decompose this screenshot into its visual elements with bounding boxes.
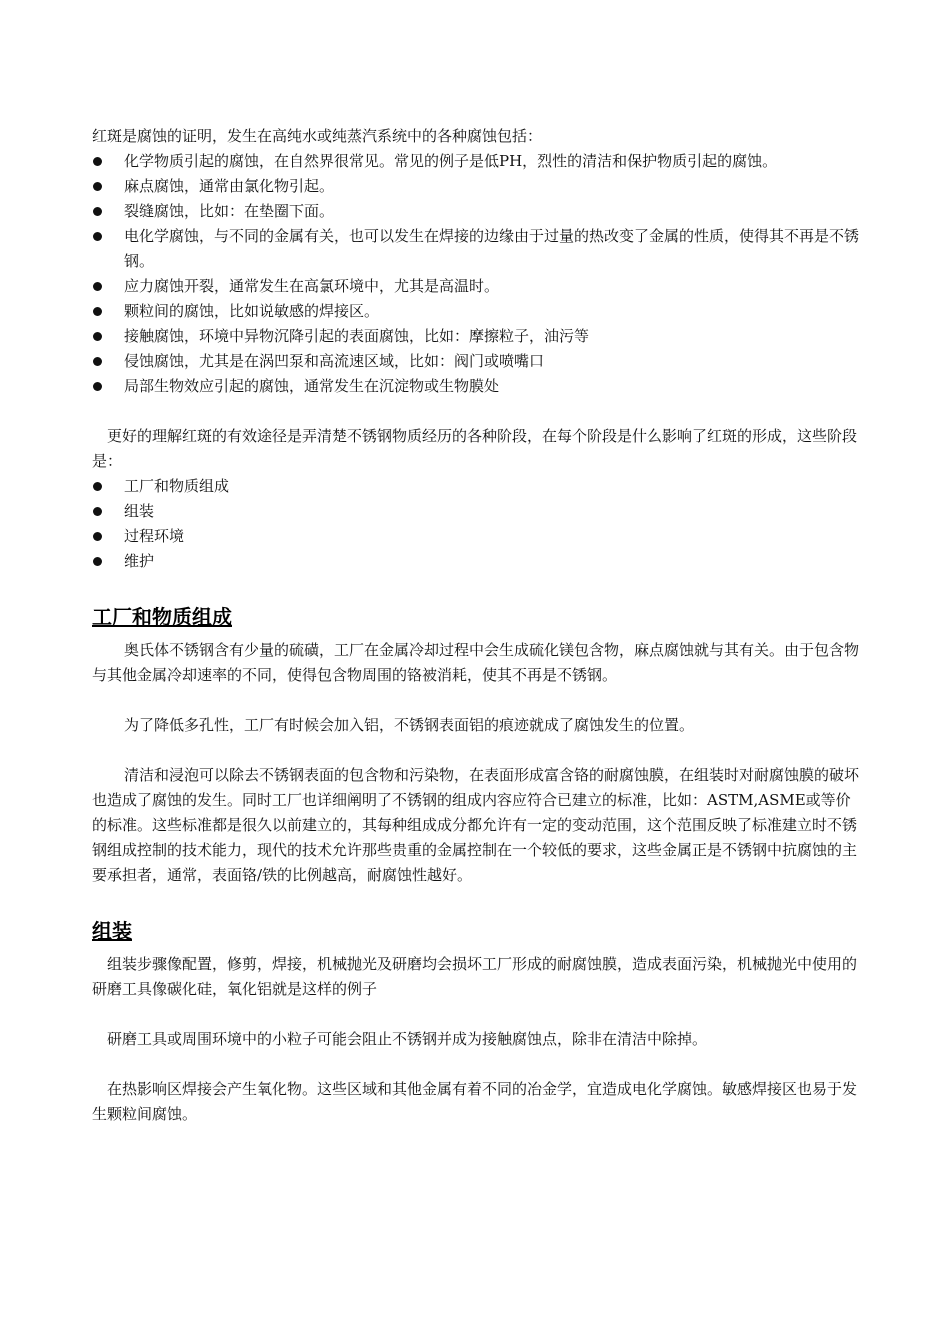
intro-text: 红斑是腐蚀的证明，发生在高纯水或纯蒸汽系统中的各种腐蚀包括： <box>92 127 543 145</box>
list-item: 麻点腐蚀，通常由氯化物引起。 <box>92 174 862 199</box>
paragraph: 奥氏体不锈钢含有少量的硫磺，工厂在金属冷却过程中会生成硫化镁包含物，麻点腐蚀就与其有关。由于包含物与其他金属冷却速率的不同，使得包含物周围的铬被消耗，使其不再是不锈钢。 <box>92 641 860 684</box>
bullet-icon <box>93 332 102 341</box>
bullet-icon <box>93 232 102 241</box>
paragraph: 在热影响区焊接会产生氧化物。这些区域和其他金属有着不同的冶金学，宜造成电化学腐蚀。敏感焊接区也易于发生颗粒间腐蚀。 <box>92 1080 858 1123</box>
document-page <box>92 124 862 1127</box>
section-heading-factory: 工厂和物质组成 <box>92 605 232 629</box>
bullet-icon <box>93 382 102 391</box>
bullet-icon <box>93 357 102 366</box>
paragraph: 清洁和浸泡可以除去不锈钢表面的包含物和污染物，在表面形成富含铬的耐腐蚀膜，在组装时对耐腐蚀膜的破坏也造成了腐蚀的发生。同时工厂也详细阐明了不锈钢的组成内容应符合已建立的标准，比如：ASTM,ASME或等价的标准。这些标准都是很久以前建立的，其每种组成成分都允许有一定的变动范围，这个范围反映了标准建立时不锈钢组成控制的技术能力，现代的技术允许那些贵重的金属控制在一个较低的要求，这些金属正是不锈钢中抗腐蚀的主要承担者，通常，表面铬/铁的比例越高，耐腐蚀性越好。 <box>92 766 860 884</box>
list-item: 过程环境 <box>92 524 862 549</box>
bullet-icon <box>93 307 102 316</box>
bullet-icon <box>93 557 102 566</box>
paragraph: 组装步骤像配置，修剪，焊接，机械抛光及研磨均会损坏工厂形成的耐腐蚀膜，造成表面污染，机械抛光中使用的研磨工具像碳化硅，氧化铝就是这样的例子 <box>92 955 858 998</box>
stages-list <box>92 474 862 574</box>
bullet-icon <box>93 157 102 166</box>
bullet-icon <box>93 532 102 541</box>
stages-intro: 更好的理解红斑的有效途径是弄清楚不锈钢物质经历的各种阶段，在每个阶段是什么影响了红斑的形成，这些阶段是： <box>92 427 858 470</box>
list-item: 侵蚀腐蚀，尤其是在涡凹泵和高流速区域，比如：阀门或喷嘴口 <box>92 349 862 374</box>
list-item: 维护 <box>92 549 862 574</box>
bullet-icon <box>93 207 102 216</box>
corrosion-types-list <box>92 149 862 399</box>
list-item: 裂缝腐蚀，比如：在垫圈下面。 <box>92 199 862 224</box>
bullet-icon <box>93 482 102 491</box>
list-item: 电化学腐蚀，与不同的金属有关，也可以发生在焊接的边缘由于过量的热改变了金属的性质，使得其不再是不锈钢。 <box>92 224 862 274</box>
bullet-icon <box>93 507 102 516</box>
paragraph: 研磨工具或周围环境中的小粒子可能会阻止不锈钢并成为接触腐蚀点，除非在清洁中除掉。 <box>107 1030 708 1048</box>
bullet-icon <box>93 182 102 191</box>
list-item: 局部生物效应引起的腐蚀，通常发生在沉淀物或生物膜处 <box>92 374 862 399</box>
list-item: 工厂和物质组成 <box>92 474 862 499</box>
list-item: 颗粒间的腐蚀，比如说敏感的焊接区。 <box>92 299 862 324</box>
list-item: 化学物质引起的腐蚀，在自然界很常见。常见的例子是低PH，烈性的清洁和保护物质引起的腐蚀。 <box>92 149 862 174</box>
list-item: 组装 <box>92 499 862 524</box>
list-item: 接触腐蚀，环境中异物沉降引起的表面腐蚀，比如：摩擦粒子，油污等 <box>92 324 862 349</box>
bullet-icon <box>93 282 102 291</box>
list-item: 应力腐蚀开裂，通常发生在高氯环境中，尤其是高温时。 <box>92 274 862 299</box>
paragraph: 为了降低多孔性，工厂有时候会加入铝，不锈钢表面铝的痕迹就成了腐蚀发生的位置。 <box>124 716 695 734</box>
section-heading-assembly: 组装 <box>92 919 132 943</box>
